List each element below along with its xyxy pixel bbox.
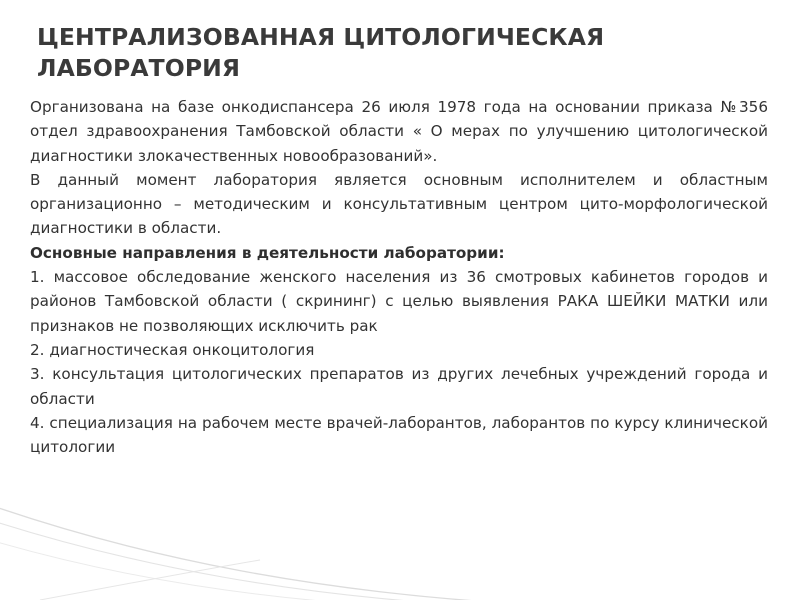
decor-curve-4 [40, 560, 260, 600]
directions-heading: Основные направления в деятельности лаборатории: [30, 243, 505, 262]
content-body [30, 95, 768, 459]
page-title: ЦЕНТРАЛИЗОВАННАЯ ЦИТОЛОГИЧЕСКАЯ ЛАБОРАТОРИЯ [37, 23, 605, 82]
direction-item-1: 1. массовое обследование женского населения из 36 смотровых кабинетов городов и районов Тамбовской области ( скрининг) с целью выявления РАКА ШЕЙКИ МАТКИ или признаков не позволяющих исключить рак [30, 268, 768, 335]
decor-curve-2 [0, 520, 480, 600]
direction-item-4: 4. специализация на рабочем месте врачей-лаборантов, лаборантов по курсу клинической цитологии [30, 413, 768, 457]
intro-paragraph-2: В данный момент лаборатория является основным исполнителем и областным организационно – методическим и консультативным центром цито-морфологической диагностики в области. [30, 170, 768, 238]
direction-item-2: 2. диагностическая онкоцитология [30, 340, 315, 359]
decor-curve-1 [0, 505, 520, 600]
direction-item-3: 3. консультация цитологических препаратов из других лечебных учреждений города и области [30, 365, 768, 408]
intro-paragraph-1: Организована на базе онкодиспансера 26 июля 1978 года на основании приказа №356 отдел здравоохранения Тамбовской области « О мерах по улучшению цитологической диагностики злокачественных новообразований». [30, 98, 768, 165]
decor-curve-3 [0, 540, 420, 600]
